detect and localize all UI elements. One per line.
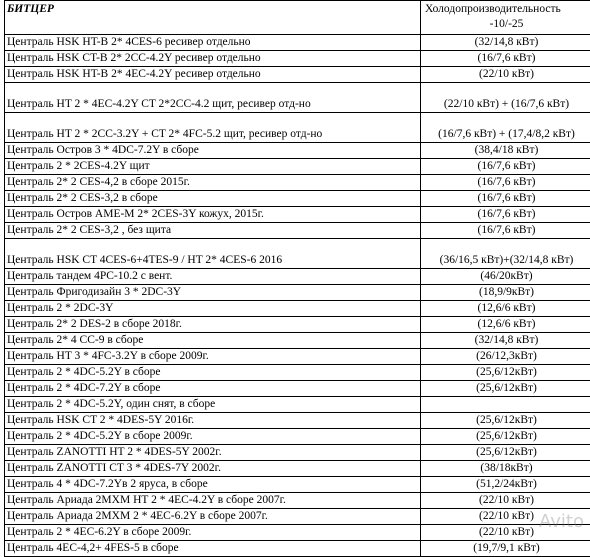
unit-description: Централь HSK HT-B 2* 4EC-4.2Y ресивер отдельно: [5, 67, 421, 83]
unit-description: Централь HSK CT 4CES-6+4TES-9 / HT 2* 4CES-6 2016: [5, 239, 421, 269]
unit-capacity: (25,6/12кВт): [421, 429, 590, 445]
unit-capacity: (26/12,3кВт): [421, 349, 590, 365]
unit-capacity: (46/20кВт): [421, 269, 590, 285]
table-row: [5, 285, 590, 301]
price-sheet: [4, 0, 590, 540]
unit-capacity: (16/7,6 кВт) + (17,4/8,2 кВт): [421, 113, 590, 143]
unit-capacity: (25,6/12кВт): [421, 445, 590, 461]
brand-header: БИТЦЕР: [5, 1, 421, 35]
table-row: [5, 83, 590, 113]
table-row: [5, 143, 590, 159]
unit-capacity: (25,6/12кВт): [421, 413, 590, 429]
table-row: [5, 509, 590, 525]
unit-description: Централь 2 * 4DC-5.2Y, один снят, в сборе: [5, 397, 421, 413]
table-row: [5, 365, 590, 381]
table-row: [5, 269, 590, 285]
unit-capacity: (12,6/6 кВт): [421, 317, 590, 333]
unit-capacity: (22/10 кВт): [421, 525, 590, 541]
table-row: [5, 35, 590, 51]
unit-description: Централь 2* 2 DES-2 в сборе 2018г.: [5, 317, 421, 333]
unit-description: Централь 2 * 2CES-4.2Y щит: [5, 159, 421, 175]
unit-capacity: (22/10 кВт): [421, 509, 590, 525]
unit-description: Централь ZANOTTI HT 2 * 4DES-5Y 2002г.: [5, 445, 421, 461]
table-row: [5, 445, 590, 461]
capacity-header: [421, 1, 590, 35]
unit-capacity: (18,9/9кВт): [421, 285, 590, 301]
unit-description: Централь HSK HT-B 2* 4CES-6 ресивер отдельно: [5, 35, 421, 51]
table-row: [5, 207, 590, 223]
unit-capacity: (22/10 кВт): [421, 67, 590, 83]
unit-capacity: (32/14,8 кВт): [421, 333, 590, 349]
unit-capacity: (25,6/12кВт): [421, 365, 590, 381]
unit-description: Централь 2 * 4DC-5.2Y в сборе: [5, 365, 421, 381]
unit-description: Централь HT 2 * 2CC-3.2Y + CT 2* 4FC-5.2 щит, ресивер отд-но: [5, 113, 421, 143]
unit-description: Централь HSK CT-B 2* 2CC-4.2Y ресивер отдельно: [5, 51, 421, 67]
table-row: [5, 413, 590, 429]
unit-capacity: (16/7,6 кВт): [421, 191, 590, 207]
table-row: [5, 239, 590, 269]
unit-description: Централь 2* 2 CES-3,2 в сборе: [5, 191, 421, 207]
unit-description: Централь ZANOTTI CT 3 * 4DES-7Y 2002г.: [5, 461, 421, 477]
table-row: [5, 525, 590, 541]
table-header-row: [5, 1, 590, 35]
unit-capacity: (16/7,6 кВт): [421, 51, 590, 67]
unit-description: Централь HSK CT 2 * 4DES-5Y 2016г.: [5, 413, 421, 429]
unit-description: Централь 4 * 4DC-7.2Yв 2 яруса, в сборе: [5, 477, 421, 493]
unit-description: Централь 2* 2 CES-4,2 в сборе 2015г.: [5, 175, 421, 191]
table-row: [5, 191, 590, 207]
unit-capacity: (38/18кВт): [421, 461, 590, 477]
unit-capacity: (32/14,8 кВт): [421, 35, 590, 51]
table-row: [5, 223, 590, 239]
unit-description: Централь Ариада 2МХМ HT 2 * 4EC-4.2Y в сборе 2007г.: [5, 493, 421, 509]
table-row: [5, 333, 590, 349]
unit-description: Централь тандем 4PC-10.2 с вент.: [5, 269, 421, 285]
avito-watermark: Avito: [539, 511, 584, 532]
unit-capacity: [421, 397, 590, 413]
unit-capacity: (38,4/18 кВт): [421, 143, 590, 159]
unit-description: Централь HT 3 * 4FC-3.2Y в сборе 2009г.: [5, 349, 421, 365]
unit-capacity: (22/10 кВт): [421, 493, 590, 509]
table-row: [5, 349, 590, 365]
table-row: [5, 67, 590, 83]
table-row: [5, 51, 590, 67]
unit-capacity: (12,6/6 кВт): [421, 301, 590, 317]
unit-description: Централь 2 * 4DC-5.2Y в сборе 2009г.: [5, 429, 421, 445]
compressor-table: [4, 0, 590, 557]
unit-description: Централь Остров 3 * 4DC-7.2Y в сборе: [5, 143, 421, 159]
unit-capacity: (36/16,5 кВт)+(32/14,8 кВт): [421, 239, 590, 269]
unit-description: Централь 2* 2 CES-3,2 , без щита: [5, 223, 421, 239]
capacity-header-temps: -10/-25: [423, 17, 590, 32]
table-row: [5, 113, 590, 143]
table-row: [5, 381, 590, 397]
unit-capacity: (16/7,6 кВт): [421, 175, 590, 191]
table-row: [5, 477, 590, 493]
unit-description: Централь Остров AME-M 2* 2CES-3Y кожух, 2015г.: [5, 207, 421, 223]
unit-description: Централь HT 2 * 4EC-4.2Y CT 2*2CC-4.2 щит, ресивер отд-но: [5, 83, 421, 113]
unit-description: Централь 4EC-4,2+ 4FES-5 в сборе: [5, 541, 421, 557]
table-row: [5, 301, 590, 317]
unit-capacity: (16/7,6 кВт): [421, 159, 590, 175]
unit-capacity: (16/7,6 кВт): [421, 207, 590, 223]
table-row: [5, 541, 590, 557]
unit-capacity: (22/10 кВт) + (16/7,6 кВт): [421, 83, 590, 113]
table-row: [5, 461, 590, 477]
unit-description: Централь 2 * 4DC-7.2Y в сборе: [5, 381, 421, 397]
unit-description: Централь Фригодизайн 3 * 2DC-3Y: [5, 285, 421, 301]
table-row: [5, 397, 590, 413]
unit-capacity: (51,2/24кВт): [421, 477, 590, 493]
unit-description: Централь 2 * 2DC-3Y: [5, 301, 421, 317]
capacity-header-title: Холодопроизводительность: [423, 2, 590, 17]
unit-description: Централь 2 * 4EC-6.2Y в сборе 2009г.: [5, 525, 421, 541]
unit-capacity: (19,7/9,1 кВт): [421, 541, 590, 557]
unit-description: Централь Ариада 2МХМ 2 * 4EC-6.2Y в сборе 2007г.: [5, 509, 421, 525]
unit-capacity: (16/7,6 кВт): [421, 223, 590, 239]
table-row: [5, 429, 590, 445]
unit-capacity: (25,6/12кВт): [421, 381, 590, 397]
table-row: [5, 159, 590, 175]
unit-description: Централь 2* 4 CC-9 в сборе: [5, 333, 421, 349]
table-row: [5, 175, 590, 191]
table-row: [5, 317, 590, 333]
table-row: [5, 493, 590, 509]
